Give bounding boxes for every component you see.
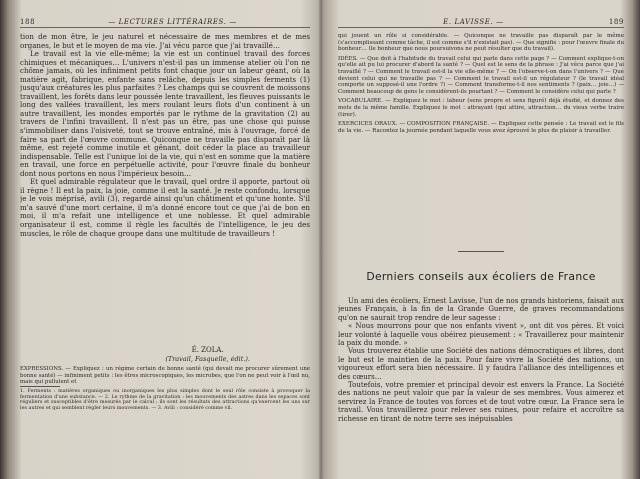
paragraph: « Nous mourrons pour que nos enfants vivent », ont dit vos pères. Et voici leur volonté à laquelle vous obéirez pieusement : « Travaillerez pour maintenir la paix du monde. » [338, 322, 624, 348]
exercise-paragraph: qui jouent un rôle si considérable. — Quiconque ne travaille pas disparaît par le même (s'accomplissant comme tâche, il est comme s'il n'existait pas). — Que signifie : pour l'œuvre finale du bonheur… (le bonheur que nous poursuivons ne peut résulter que du travail). [338, 33, 624, 53]
section-divider [458, 251, 504, 252]
footnote-divider [20, 386, 60, 387]
source-reference: (Travail, Fasquelle, édit.). [165, 355, 250, 363]
exercises-block [338, 33, 624, 137]
running-head-title-right: E. LAVISSE. — [443, 18, 504, 26]
paragraph: Toutefois, votre premier et principal devoir est envers la France. La Société des nations ne peut valoir que par la valeur de ses membres. Vous aimerez et servirez la France de toutes vos forces et de tout votre cœur. La France sera le travail. Vous travaillerez pour relever ses ruines, pour refaire et accroître sa richesse en tirant de notre terre ses inépuisables [338, 381, 624, 423]
paragraph: Et quel admirable régulateur que le travail, quel ordre il apporte, partout où il règne ! Il est la paix, la joie, comme il est la santé. Je reste confondu, lorsque je le vois méprisé, avili (3), regardé ainsi qu'un châtiment et qu'une honte. S'il m'a sauvé d'une mort certaine, il m'a donné encore tout ce que j'ai de bon en moi, il m'a refait une intelligence et une noblesse. Et quel admirable organisateur il est, comme il règle les facultés de l'intelligence, le jeu des muscles, le rôle de chaque groupe dans une multitude de travailleurs ! [20, 177, 310, 238]
signature-block [165, 346, 250, 364]
lavisse-text [338, 297, 624, 472]
expressions-block: EXPRESSIONS. — Expliquez : un régime certain de bonne santé (qui devait me procurer sûrement une bonne santé) — infiniment petits : les êtres microscopiques, les microbes, que l'on ne peut voir à l'œil nu, mais qui pullulent et [20, 366, 310, 385]
exercise-paragraph: VOCABULAIRE. — Expliquez le mot : labeur (sens propre et sens figuré) déjà étudié, et donnez des mots de la même famille. Expliquez le mot : attrayant (qui attire, attraction… du vieux verbe traire (tirer). [338, 98, 624, 118]
paragraph: Le travail est la vie elle-même; la vie est un continuel travail des forces chimiques et mécaniques… L'univers n'est-il pas un immense atelier où l'on ne chôme jamais, où les infiniment petits font chaque jour un labeur géant, où la matière agit, fabrique, enfante sans relâche, depuis les simples ferments (1) jusqu'aux créatures les plus parfaites ? Les champs qui se couvrent de moissons travaillent, les forêts dans leur poussée lente travaillent, les fleuves puissants le long des vallées travaillent, les mers roulant leurs flots d'un continent à un autre travaillent, les mondes emportés par le rythme de la gravitation (2) au travers de l'infini travaillent. Il n'est pas un être, pas une chose qui puisse s'immobiliser dans l'oisiveté, tout se trouve entraîné, mis à l'ouvrage, forcé de faire sa part de l'œuvre commune. Quiconque ne travaille pas disparaît par là même, est rejeté comme inutile et gênant, doit céder la place au travailleur indispensable. Telle est l'unique loi de la vie, qui n'est en somme que la matière en travail, une force en perpétuelle activité, pour l'œuvre finale du bonheur dont nous portons en nous l'impérieux besoin… [20, 49, 310, 178]
left-page [20, 0, 310, 479]
section-title: Derniers conseils aux écoliers de France [366, 270, 596, 283]
author-name: É. ZOLA. [191, 346, 224, 354]
footnote: 1. Ferments : matières organiques ou inorganiques les plus simples dont le seul rôle consiste à provoquer la fermentation d'une substance. — 2. Le rythme de la gravitation : les mouvements des astres dans les espaces sont réguliers et susceptibles d'être mesurés par le calcul ; ils sont les résultats des attractions qu'exercent les uns sur les autres et qui semblent régler leurs mouvements. — 3. Avili : considéré comme vil. [20, 388, 310, 412]
zola-text [20, 33, 310, 333]
running-head-title-left: — LECTURES LITTÉRAIRES. — [108, 18, 237, 26]
exercise-paragraph: IDÉES. — Que doit à l'habitude du travail celui qui parle dans cette page ? — Comment explique-t-on qu'elle ait pu lui procurer d'abord la santé ? — Quel est le sens de la phrase : J'ai vécu parce que j'ai travaillé ? — Comment le travail est-il la vie elle-même ? — On l'observe-t-on dans l'univers ? — Que devient celui qui ne travaille pas ? — Comment le travail est-il un régulateur ? (le travail idéal comporte un supposé-il une l'ordre ?) — Comment transforme-t-il nos sentiments ? (paix… joie…) — Comment beaucoup de gens le considèrent-ils pourtant ? — Comment le considère celui qui parle ? [338, 55, 624, 95]
paragraph: Un ami des écoliers, Ernest Lavisse, l'un de nos grands historiens, faisait aux jeunes Français, à la fin de la Grande Guerre, de graves recommandations qu'on ne saurait trop rendre de leur sagesse : [338, 297, 624, 322]
exercise-paragraph: EXERCICES ORAUX. — COMPOSITION FRANÇAISE. — Expliquez cette pensée : Le travail est le fils de la vie. — Racontez la journée pendant laquelle vous avez éprouvé le plus de plaisir à travailler. [338, 121, 624, 134]
page-number-left: 188 [20, 18, 36, 26]
running-head-left [20, 18, 310, 28]
running-head-right [338, 18, 624, 28]
page-number-right: 189 [608, 18, 624, 26]
paragraph: tion de mon être, le jeu naturel et nécessaire de mes membres et de mes organes, le but et le moyen de ma vie. J'ai vécu parce que j'ai travaillé… [20, 32, 310, 50]
right-page [338, 0, 624, 479]
paragraph: Vous trouverez établie une Société des nations démocratiques et libres, dont le but est le maintien de la paix. Pour faire vivre la Société des nations, un vigoureux effort sera bien nécessaire. Il y faudra l'alliance des intelligences et des cœurs… [338, 347, 624, 381]
footnotes [20, 389, 310, 412]
